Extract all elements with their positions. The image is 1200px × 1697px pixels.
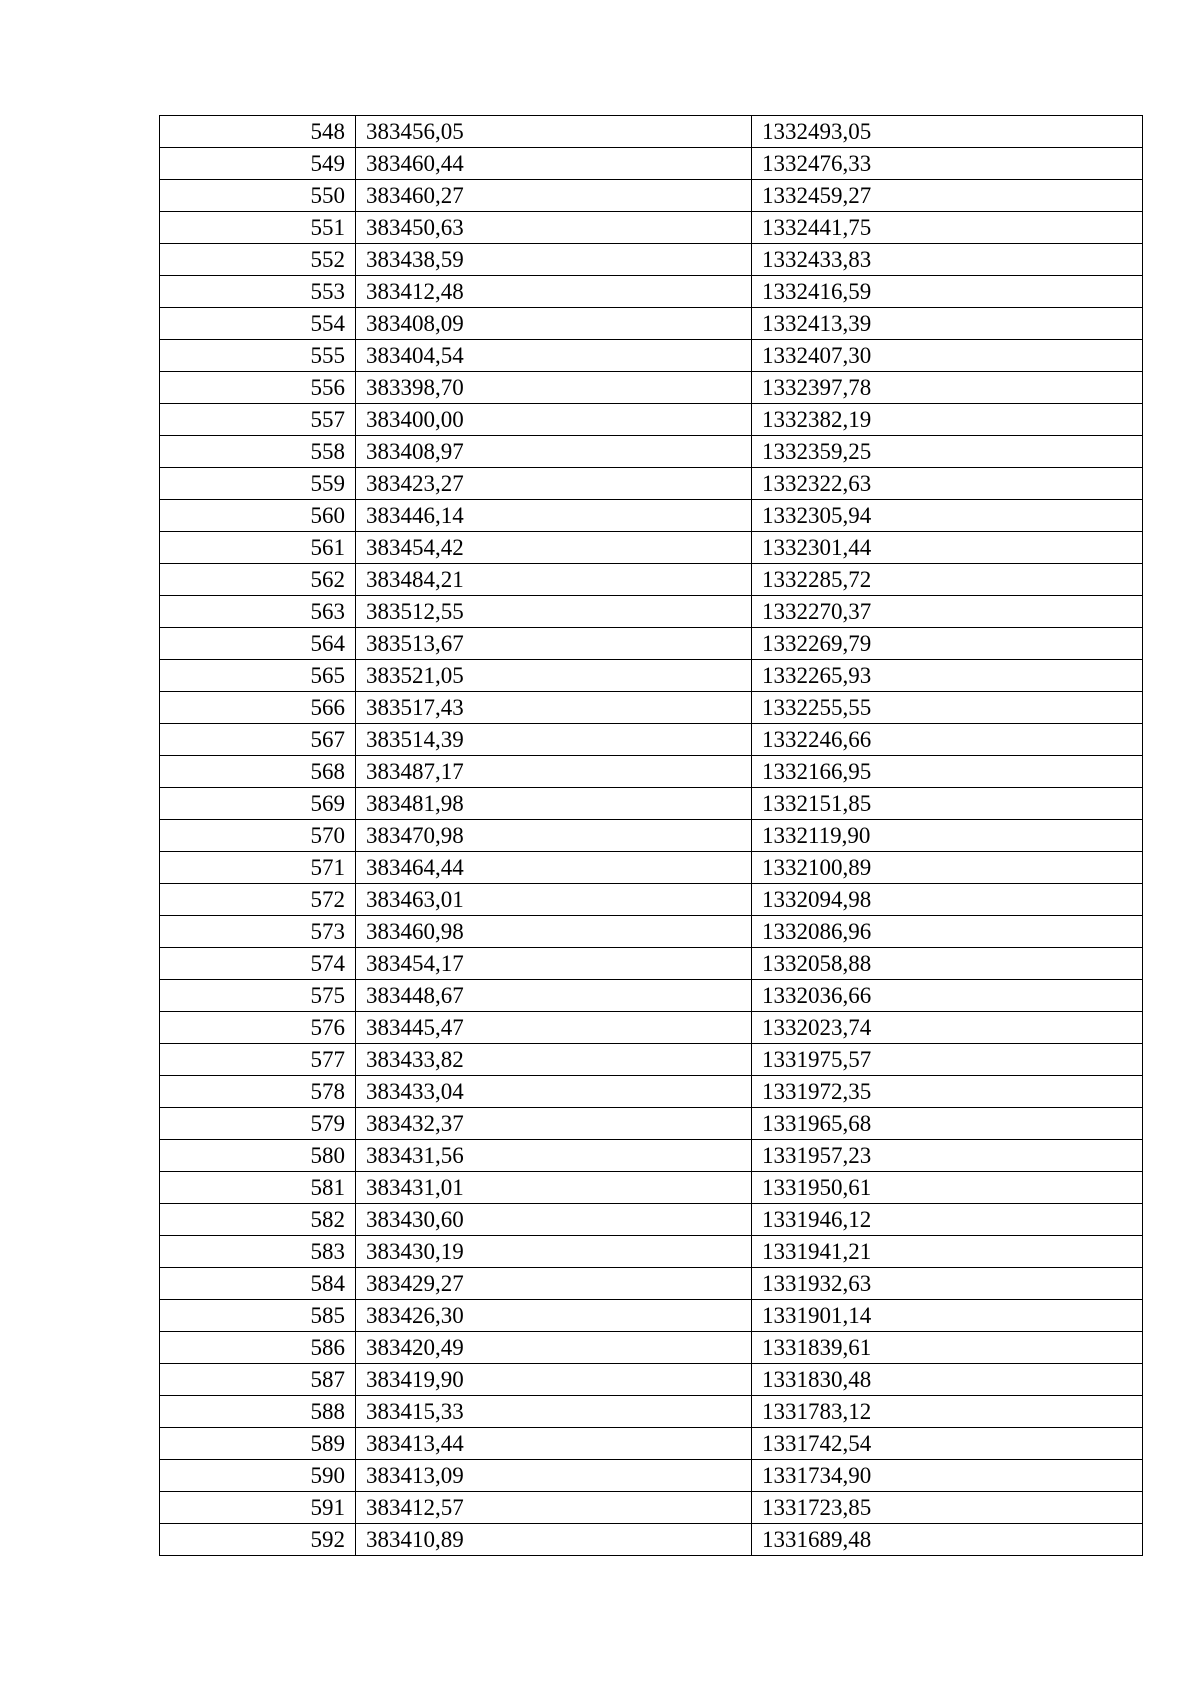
y-coordinate-cell: 1332397,78	[752, 372, 1143, 404]
y-coordinate-cell: 1332100,89	[752, 852, 1143, 884]
table-row	[160, 980, 1143, 1012]
y-coordinate-cell: 1332166,95	[752, 756, 1143, 788]
table-row	[160, 1172, 1143, 1204]
table-row	[160, 532, 1143, 564]
point-number-cell: 555	[160, 340, 356, 372]
y-coordinate-cell: 1332023,74	[752, 1012, 1143, 1044]
x-coordinate-cell: 383433,04	[356, 1076, 752, 1108]
point-number-cell: 549	[160, 148, 356, 180]
point-number-cell: 572	[160, 884, 356, 916]
x-coordinate-cell: 383430,19	[356, 1236, 752, 1268]
y-coordinate-cell: 1332094,98	[752, 884, 1143, 916]
y-coordinate-cell: 1331901,14	[752, 1300, 1143, 1332]
y-coordinate-cell: 1332036,66	[752, 980, 1143, 1012]
x-coordinate-cell: 383410,89	[356, 1524, 752, 1556]
y-coordinate-cell: 1332407,30	[752, 340, 1143, 372]
x-coordinate-cell: 383438,59	[356, 244, 752, 276]
y-coordinate-cell: 1332058,88	[752, 948, 1143, 980]
point-number-cell: 551	[160, 212, 356, 244]
y-coordinate-cell: 1332246,66	[752, 724, 1143, 756]
x-coordinate-cell: 383431,01	[356, 1172, 752, 1204]
point-number-cell: 561	[160, 532, 356, 564]
y-coordinate-cell: 1332359,25	[752, 436, 1143, 468]
point-number-cell: 577	[160, 1044, 356, 1076]
x-coordinate-cell: 383413,44	[356, 1428, 752, 1460]
y-coordinate-cell: 1331965,68	[752, 1108, 1143, 1140]
point-number-cell: 588	[160, 1396, 356, 1428]
table-row	[160, 1076, 1143, 1108]
x-coordinate-cell: 383514,39	[356, 724, 752, 756]
y-coordinate-cell: 1332086,96	[752, 916, 1143, 948]
point-number-cell: 579	[160, 1108, 356, 1140]
y-coordinate-cell: 1331734,90	[752, 1460, 1143, 1492]
table-row	[160, 244, 1143, 276]
table-row	[160, 692, 1143, 724]
coordinates-table	[159, 115, 1143, 1556]
point-number-cell: 554	[160, 308, 356, 340]
y-coordinate-cell: 1332285,72	[752, 564, 1143, 596]
y-coordinate-cell: 1331946,12	[752, 1204, 1143, 1236]
x-coordinate-cell: 383412,48	[356, 276, 752, 308]
point-number-cell: 576	[160, 1012, 356, 1044]
point-number-cell: 550	[160, 180, 356, 212]
y-coordinate-cell: 1332416,59	[752, 276, 1143, 308]
x-coordinate-cell: 383487,17	[356, 756, 752, 788]
y-coordinate-cell: 1331972,35	[752, 1076, 1143, 1108]
x-coordinate-cell: 383513,67	[356, 628, 752, 660]
y-coordinate-cell: 1332433,83	[752, 244, 1143, 276]
y-coordinate-cell: 1332459,27	[752, 180, 1143, 212]
x-coordinate-cell: 383454,17	[356, 948, 752, 980]
table-row	[160, 1332, 1143, 1364]
point-number-cell: 589	[160, 1428, 356, 1460]
y-coordinate-cell: 1332301,44	[752, 532, 1143, 564]
table-row	[160, 724, 1143, 756]
table-row	[160, 852, 1143, 884]
point-number-cell: 553	[160, 276, 356, 308]
x-coordinate-cell: 383419,90	[356, 1364, 752, 1396]
point-number-cell: 584	[160, 1268, 356, 1300]
y-coordinate-cell: 1331957,23	[752, 1140, 1143, 1172]
x-coordinate-cell: 383398,70	[356, 372, 752, 404]
y-coordinate-cell: 1332413,39	[752, 308, 1143, 340]
x-coordinate-cell: 383521,05	[356, 660, 752, 692]
table-row	[160, 1108, 1143, 1140]
point-number-cell: 559	[160, 468, 356, 500]
coordinates-table-body	[160, 116, 1143, 1556]
point-number-cell: 552	[160, 244, 356, 276]
point-number-cell: 591	[160, 1492, 356, 1524]
table-row	[160, 756, 1143, 788]
point-number-cell: 573	[160, 916, 356, 948]
point-number-cell: 592	[160, 1524, 356, 1556]
table-row	[160, 180, 1143, 212]
y-coordinate-cell: 1332151,85	[752, 788, 1143, 820]
table-row	[160, 276, 1143, 308]
table-row	[160, 500, 1143, 532]
table-row	[160, 436, 1143, 468]
y-coordinate-cell: 1331723,85	[752, 1492, 1143, 1524]
table-row	[160, 468, 1143, 500]
y-coordinate-cell: 1332269,79	[752, 628, 1143, 660]
y-coordinate-cell: 1331932,63	[752, 1268, 1143, 1300]
y-coordinate-cell: 1332476,33	[752, 148, 1143, 180]
point-number-cell: 578	[160, 1076, 356, 1108]
point-number-cell: 583	[160, 1236, 356, 1268]
y-coordinate-cell: 1332270,37	[752, 596, 1143, 628]
table-row	[160, 340, 1143, 372]
x-coordinate-cell: 383470,98	[356, 820, 752, 852]
x-coordinate-cell: 383429,27	[356, 1268, 752, 1300]
x-coordinate-cell: 383413,09	[356, 1460, 752, 1492]
y-coordinate-cell: 1332119,90	[752, 820, 1143, 852]
point-number-cell: 574	[160, 948, 356, 980]
y-coordinate-cell: 1332265,93	[752, 660, 1143, 692]
table-row	[160, 1364, 1143, 1396]
x-coordinate-cell: 383512,55	[356, 596, 752, 628]
y-coordinate-cell: 1332322,63	[752, 468, 1143, 500]
x-coordinate-cell: 383456,05	[356, 116, 752, 148]
table-row	[160, 308, 1143, 340]
x-coordinate-cell: 383481,98	[356, 788, 752, 820]
point-number-cell: 582	[160, 1204, 356, 1236]
table-row	[160, 660, 1143, 692]
point-number-cell: 560	[160, 500, 356, 532]
x-coordinate-cell: 383404,54	[356, 340, 752, 372]
x-coordinate-cell: 383430,60	[356, 1204, 752, 1236]
table-row	[160, 1524, 1143, 1556]
y-coordinate-cell: 1331941,21	[752, 1236, 1143, 1268]
x-coordinate-cell: 383420,49	[356, 1332, 752, 1364]
point-number-cell: 556	[160, 372, 356, 404]
table-row	[160, 1396, 1143, 1428]
table-row	[160, 212, 1143, 244]
table-row	[160, 1492, 1143, 1524]
y-coordinate-cell: 1332382,19	[752, 404, 1143, 436]
y-coordinate-cell: 1331839,61	[752, 1332, 1143, 1364]
table-row	[160, 1460, 1143, 1492]
table-row	[160, 788, 1143, 820]
table-row	[160, 564, 1143, 596]
table-row	[160, 820, 1143, 852]
table-row	[160, 372, 1143, 404]
y-coordinate-cell: 1331975,57	[752, 1044, 1143, 1076]
x-coordinate-cell: 383426,30	[356, 1300, 752, 1332]
x-coordinate-cell: 383431,56	[356, 1140, 752, 1172]
point-number-cell: 587	[160, 1364, 356, 1396]
y-coordinate-cell: 1332493,05	[752, 116, 1143, 148]
x-coordinate-cell: 383432,37	[356, 1108, 752, 1140]
x-coordinate-cell: 383423,27	[356, 468, 752, 500]
y-coordinate-cell: 1331950,61	[752, 1172, 1143, 1204]
point-number-cell: 585	[160, 1300, 356, 1332]
x-coordinate-cell: 383400,00	[356, 404, 752, 436]
table-row	[160, 1300, 1143, 1332]
table-row	[160, 116, 1143, 148]
table-row	[160, 1044, 1143, 1076]
x-coordinate-cell: 383415,33	[356, 1396, 752, 1428]
point-number-cell: 558	[160, 436, 356, 468]
y-coordinate-cell: 1332255,55	[752, 692, 1143, 724]
x-coordinate-cell: 383454,42	[356, 532, 752, 564]
y-coordinate-cell: 1331689,48	[752, 1524, 1143, 1556]
x-coordinate-cell: 383450,63	[356, 212, 752, 244]
x-coordinate-cell: 383445,47	[356, 1012, 752, 1044]
table-row	[160, 1204, 1143, 1236]
y-coordinate-cell: 1332305,94	[752, 500, 1143, 532]
x-coordinate-cell: 383463,01	[356, 884, 752, 916]
table-row	[160, 1012, 1143, 1044]
point-number-cell: 557	[160, 404, 356, 436]
point-number-cell: 581	[160, 1172, 356, 1204]
table-row	[160, 628, 1143, 660]
table-row	[160, 884, 1143, 916]
x-coordinate-cell: 383460,27	[356, 180, 752, 212]
x-coordinate-cell: 383484,21	[356, 564, 752, 596]
x-coordinate-cell: 383446,14	[356, 500, 752, 532]
y-coordinate-cell: 1331742,54	[752, 1428, 1143, 1460]
point-number-cell: 566	[160, 692, 356, 724]
point-number-cell: 569	[160, 788, 356, 820]
table-row	[160, 916, 1143, 948]
point-number-cell: 586	[160, 1332, 356, 1364]
point-number-cell: 571	[160, 852, 356, 884]
table-row	[160, 1268, 1143, 1300]
table-row	[160, 404, 1143, 436]
point-number-cell: 580	[160, 1140, 356, 1172]
x-coordinate-cell: 383448,67	[356, 980, 752, 1012]
point-number-cell: 570	[160, 820, 356, 852]
x-coordinate-cell: 383433,82	[356, 1044, 752, 1076]
x-coordinate-cell: 383460,98	[356, 916, 752, 948]
point-number-cell: 562	[160, 564, 356, 596]
y-coordinate-cell: 1332441,75	[752, 212, 1143, 244]
table-row	[160, 148, 1143, 180]
x-coordinate-cell: 383408,09	[356, 308, 752, 340]
x-coordinate-cell: 383460,44	[356, 148, 752, 180]
point-number-cell: 548	[160, 116, 356, 148]
table-row	[160, 1428, 1143, 1460]
x-coordinate-cell: 383517,43	[356, 692, 752, 724]
x-coordinate-cell: 383412,57	[356, 1492, 752, 1524]
point-number-cell: 563	[160, 596, 356, 628]
table-row	[160, 948, 1143, 980]
x-coordinate-cell: 383464,44	[356, 852, 752, 884]
x-coordinate-cell: 383408,97	[356, 436, 752, 468]
point-number-cell: 567	[160, 724, 356, 756]
table-row	[160, 596, 1143, 628]
table-row	[160, 1236, 1143, 1268]
point-number-cell: 575	[160, 980, 356, 1012]
y-coordinate-cell: 1331783,12	[752, 1396, 1143, 1428]
point-number-cell: 568	[160, 756, 356, 788]
point-number-cell: 564	[160, 628, 356, 660]
point-number-cell: 565	[160, 660, 356, 692]
point-number-cell: 590	[160, 1460, 356, 1492]
y-coordinate-cell: 1331830,48	[752, 1364, 1143, 1396]
table-row	[160, 1140, 1143, 1172]
